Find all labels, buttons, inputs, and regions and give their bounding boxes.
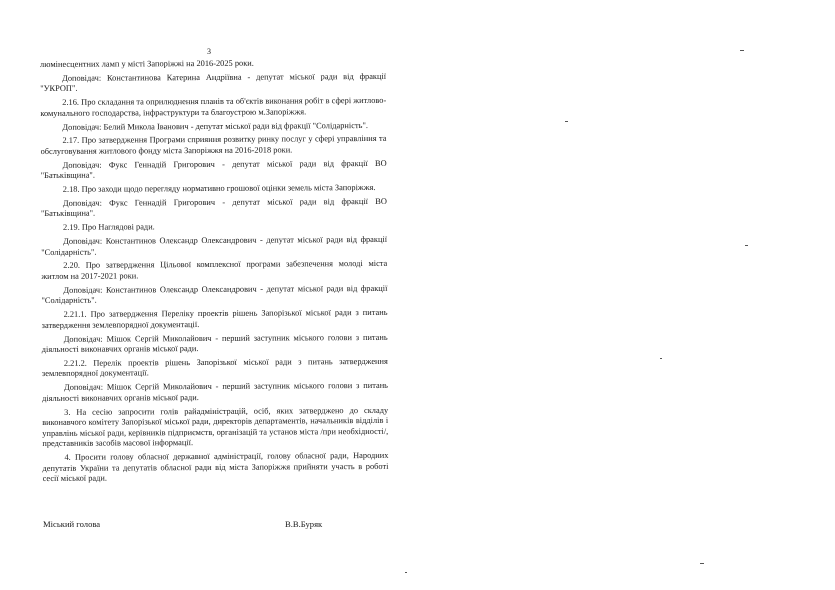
paragraph: 2.18. Про заходи щодо перегляду нормативно грошової оцінки земель міста Запоріжжя. bbox=[62, 183, 376, 194]
paragraph: Доповідач: Фукс Геннадій Григорович - депутат міської ради від фракції ВО "Батьківщина". bbox=[40, 196, 387, 219]
paragraph: Доповідач: Фукс Геннадій Григорович - депутат міської ради від фракції ВО "Батьківщина". bbox=[40, 158, 387, 181]
paragraph: 2.16. Про складання та оприлюднення планів та об'єктів виконання робіт в сфері житлово-комунального господарства, інфраструктури та благоустрою м.Запоріжжя. bbox=[40, 96, 387, 118]
paragraph: 2.19. Про Наглядові ради. bbox=[62, 222, 155, 233]
scan-speck bbox=[565, 121, 568, 122]
scan-speck bbox=[660, 358, 662, 359]
paragraph: Доповідач: Константинов Олександр Олександрович - депутат міської ради від фракції "Солідарність". bbox=[41, 283, 388, 306]
page-number: 3 bbox=[207, 47, 211, 56]
scan-speck bbox=[405, 572, 407, 573]
paragraph: Доповідач: Мішок Сергій Миколайович - перший заступник міського голови з питань діяльності виконавчих органів міської ради. bbox=[41, 332, 388, 355]
paragraph: 2.21.1. Про затвердження Переліку проектів рішень Запорізької міської ради з питань затвердження землевпорядної документації. bbox=[41, 308, 388, 330]
paragraph: 2.17. Про затвердження Програми сприяння розвитку ринку послуг у сфері управління та обслуговування житлового фонду міста Запоріжжя на 2016-2018 роки. bbox=[40, 134, 387, 156]
paragraph: Доповідач: Белий Микола Іванович - депутат міської ради від фракції "Солідарність". bbox=[62, 120, 368, 132]
scan-speck bbox=[740, 50, 744, 51]
paragraph: Доповідач: Мішок Сергій Миколайович - перший заступник міського голови з питань діяльності виконавчих органів міської ради. bbox=[42, 381, 389, 403]
paragraph: Доповідач: Константинов Олександр Олександрович - депутат міської ради від фракції "Солідарність". bbox=[41, 234, 388, 257]
paragraph: люмінесцентних ламп у місті Запоріжжі на 2016-2025 роки. bbox=[40, 58, 254, 69]
paragraph: 2.21.2. Перелік проектів рішень Запорізької міської ради з питань затвердження землевпорядної документації. bbox=[41, 356, 388, 379]
signature-title: Міський голова bbox=[43, 519, 101, 529]
document-body bbox=[40, 58, 389, 488]
scan-speck bbox=[745, 245, 748, 246]
signature-name: В.В.Буряк bbox=[285, 519, 323, 529]
scan-speck bbox=[700, 563, 704, 564]
paragraph: Доповідач: Константинова Катерина Андріївна - депутат міської ради від фракції "УКРОП". bbox=[40, 71, 387, 94]
paragraph: 2.20. Про затвердження Цільової комплексної програми забезпечення молоді міста житлом на 2017-2021 роки. bbox=[41, 259, 388, 281]
paragraph: 4. Просити голову обласної державної адміністрації, голову обласної ради, Народних депутатів України та депутатів обласної ради від міста Запоріжжя прийняти участь в роботі сесії міської ради. bbox=[42, 451, 389, 484]
paragraph: 3. На сесію запросити голів райадміністрацій, осіб, яких затверджено до складу виконавчого комітету Запорізької міської ради, директорів департаментів, начальників відділів і управлінь міської ради, керівників підприємств, організацій та установ міста /при необхідності/, представників засобів масової інформації. bbox=[42, 405, 389, 449]
